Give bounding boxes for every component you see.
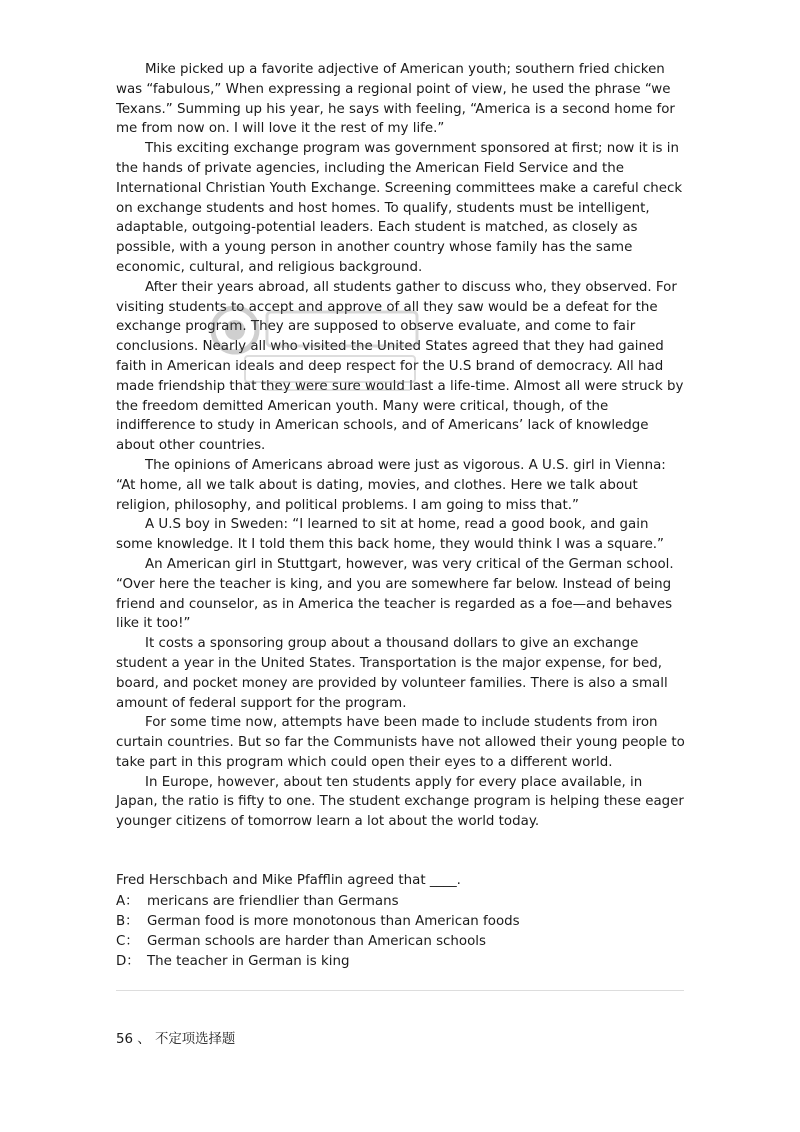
option-text: German schools are harder than American schools — [147, 934, 486, 949]
option-letter: A： — [116, 894, 139, 909]
passage-paragraph: It costs a sponsoring group about a thousand dollars to give an exchange student a year in the United States. Transportation is the major expense, for bed, board, and pocket money are provided by volunteer families. There is also a small amount of federal support for the program. — [116, 636, 668, 711]
option-letter: D： — [116, 954, 140, 969]
passage-paragraph: A U.S boy in Sweden: “I learned to sit at home, read a good book, and gain some knowledge. It I told them this back home, they would think I was a square.” — [116, 517, 664, 553]
option-text: The teacher in German is king — [147, 954, 350, 969]
option-text: German food is more monotonous than American foods — [147, 914, 520, 929]
option-text: mericans are friendlier than Germans — [147, 894, 399, 909]
passage-paragraph: An American girl in Stuttgart, however, was very critical of the German school. “Over here the teacher is king, and you are somewhere far below. Instead of being friend and counselor, as in America the teacher is regarded as a foe—and behaves like it too!” — [116, 556, 674, 632]
section-divider — [116, 990, 684, 991]
passage-paragraph: After their years abroad, all students gather to discuss who, they observed. For visiting students to accept and approve of all they saw would be a defeat for the exchange program. They are supposed to observe evaluate, and come to fair conclusions. Nearly all who visited the United States agreed that they had gained faith in American ideals and deep respect for the U.S brand of democracy. All had made friendship that they were sure would last a life-time. Almost all were struck by the freedom demitted American youth. Many were critical, though, of the indifference to study in American schools, and of Americans’ lack of knowledge about other countries. — [116, 279, 684, 454]
question-block — [116, 871, 686, 972]
option-letter: B： — [116, 914, 139, 929]
passage-paragraph: For some time now, attempts have been made to include students from iron curtain countries. But so far the Communists have not allowed their young people to take part in this program which could open their eyes to a different world. — [116, 715, 685, 770]
passage-paragraph: In Europe, however, about ten students apply for every place available, in Japan, the ratio is fifty to one. The student exchange program is helping these eager younger citizens of tomorrow learn a lot about the world today. — [116, 774, 684, 830]
option-letter: C： — [116, 934, 139, 949]
next-question-header — [116, 1028, 235, 1047]
passage-paragraph: The opinions of Americans abroad were just as vigorous. A U.S. girl in Vienna: “At home, all we talk about is dating, movies, and clothes. Here we talk about religion, philosophy, and political problems. I am going to miss that.” — [116, 457, 666, 513]
question-stem: Fred Herschbach and Mike Pfafflin agreed that ____. — [116, 873, 461, 888]
option-d[interactable] — [116, 952, 686, 972]
passage-paragraph: This exciting exchange program was government sponsored at first; now it is in the hands of private agencies, including the American Field Service and the International Christian Youth Exchange. Screening committees make a careful check on exchange students and host homes. To qualify, students must be intelligent, adaptable, outgoing-potential leaders. Each student is matched, as closely as possible, with a young person in another country whose family has the same economic, cultural, and religious background. — [116, 141, 683, 275]
passage — [116, 60, 686, 832]
option-c[interactable] — [116, 932, 686, 952]
option-b[interactable] — [116, 912, 686, 932]
option-a[interactable] — [116, 892, 686, 912]
passage-paragraph: Mike picked up a favorite adjective of American youth; southern fried chicken was “fabulous,” When expressing a regional point of view, he used the phrase “we Texans.” Summing up his year, he says with feeling, “America is a second home for me from now on. I will love it the rest of my life.” — [116, 62, 675, 137]
question-type-label: 不定项选择题 — [154, 1032, 236, 1047]
question-number: 56 、 — [116, 1032, 151, 1047]
